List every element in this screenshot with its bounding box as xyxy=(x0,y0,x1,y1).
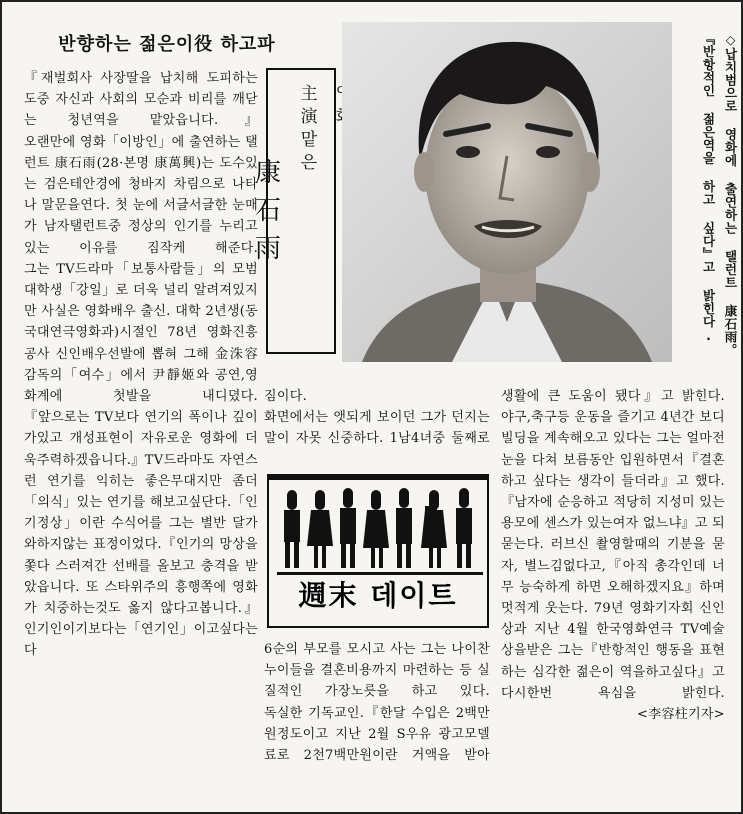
text-column-1 xyxy=(24,68,258,662)
paragraph: 오랜만에 영화「이방인」에 출연하는 탤런트 康石雨(28·본명 康萬興)는 도수있는 검은테안경에 청바지 차림으로 나타나 말문을연다. 첫 눈에 서글서글한 눈매가 남자탤런트중 정상의 인기를 누리고있는 이유를 짐작케 해준다. xyxy=(24,134,258,256)
paragraph: 『남자에 순응하고 적당히 지성미 있는 용모에 센스가 있는여자 없느냐』고 되묻는다. 러브신 촬영할때의 기분을 묻자, 별느김없다고,『아직 총각인데 너무 능숙하게 하면 오해하겠지요』하며 멋적게 웃는다. 79년 영화기자회 신인상과 지난 4월 한국영화연극 TV예술상을받은 그는『반항적인 행동을 표현하는 심각한 젊은이 역을하고싶다』고 다시한번 욕심을 밝힌다. xyxy=(501,495,725,701)
paragraph: 『재벌회사 사장딸을 납치해 도피하는 도중 자신과 사회의 모순과 비리를 깨닫는 청년역을 맡았읍니다.』 xyxy=(24,71,258,129)
silhouette-figures-illustration xyxy=(269,476,489,586)
photo-caption xyxy=(674,32,740,357)
reporter-byline: <李容柱기자> xyxy=(636,707,725,723)
paragraph: 독실한 기독교인.『한달 수입은 2백만원정도이고 지난 2월 S우유 광고모델료로 2천7백만원이란 거액을 받아 xyxy=(264,705,490,764)
vertical-title-box xyxy=(250,68,336,354)
text-column-4 xyxy=(501,386,725,725)
caption-line-1: ◇납치범으로 영화에 출연하는 탤런트 康石雨。 xyxy=(723,32,738,357)
logo-hangul: 데이트 xyxy=(370,579,458,612)
paragraph: 생활에 큰 도움이 됐다』고 밝힌다. xyxy=(501,389,725,404)
portrait-photo xyxy=(342,22,672,362)
logo-hanja: 週末 xyxy=(298,579,359,612)
paragraph: 야구,축구등 운동을 즐기고 4년간 보디빌딩을 계속해오고 있다는 그는 얼마전 눈을 다쳐 보름동안 입원하면서『결혼하고 싶다는 생각이 들더라』고 했다. xyxy=(501,410,725,489)
caption-line-2: 『반항적인 젊은역을 하고 싶다』고 밝힌다. xyxy=(701,32,716,344)
paragraph: 6순의 부모를 모시고 사는 그는 나이찬 누이들을 결혼비용까지 마련하는 등 실질적인 가장노릇을 하고 있다. xyxy=(264,642,490,700)
vertical-title-line-2: 主演맡은 xyxy=(296,84,317,176)
paragraph: 그는 TV드라마「보통사람들」의 모범대학생「강일」로 더욱 널리 알려져있지만 사실은 영화배우 출신. 대학 2년생(동국대연극영화과)시절인 78년 영화진흥공사 신인배우선발에 뽑혀 그해 金洙容 감독의「여수」에서 尹靜姬와 공연,영화계에 첫발을 내디뎠다. xyxy=(24,261,258,405)
vertical-title-name: 康石雨 xyxy=(250,158,281,272)
weekend-date-logo xyxy=(267,474,489,628)
text-column-3 xyxy=(264,639,490,766)
weekend-date-wordmark xyxy=(269,574,487,614)
paragraph: 화면에서는 앳되게 보이던 그가 던지는 말이 자못 신중하다. 1남4녀중 둘째로 xyxy=(264,410,490,447)
paragraph: 짐이다. xyxy=(264,389,308,404)
paragraph: 『앞으로는 TV보다 연기의 폭이나 깊이가있고 개성표현이 자유로운 영화에 더욱주력하겠읍니다.』TV드라마도 자연스런 연기를 익히는 좋은무대지만 좀더「의식」있는 연기를 해보고싶단다.「인기정상」이란 수식어를 그는 별반 달가와하지않는 표정이었다.『인기의 망상을 쫓다 스러져간 선배를 올보고 충격을 받았읍니다. 또 스타위주의 흥행쪽에 영화가 치중하는것도 옳지 않다고봅니다.』인기인이기보다는「연기인」이고싶다는 다 xyxy=(24,410,258,659)
text-column-2 xyxy=(264,386,490,450)
article-headline: 반향하는 젊은이役 하고파 xyxy=(58,34,276,55)
